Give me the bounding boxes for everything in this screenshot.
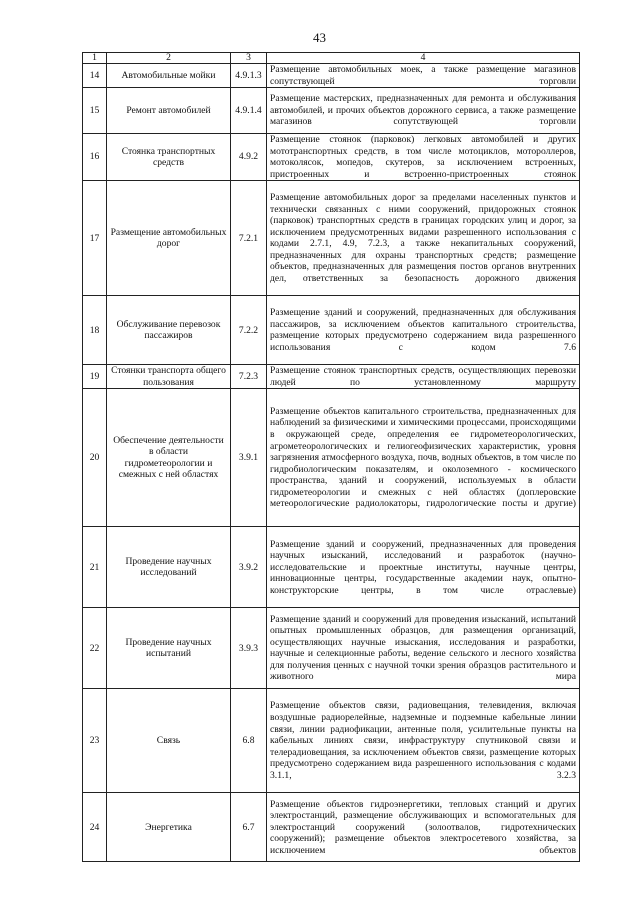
header-cell-2: 2 [107,53,231,64]
land-use-description-cell: Размещение автомобильных моек, а также размещение магазинов сопутствующей торговли [267,64,580,88]
land-use-description-cell: Размещение зданий и сооружений, предназначенных для проведения научных изысканий, исследований и разработок (научно-исследовательские и проектные институты, научные центры, инновационные центры, государственные академии наук, опытно-конструкторские центры, в том числе отраслевые) [267,527,580,608]
land-use-table [82,52,580,862]
land-use-code-cell: 3.9.2 [231,527,267,608]
row-number-cell: 15 [83,88,107,134]
row-number-cell: 22 [83,608,107,689]
land-use-code-cell: 3.9.1 [231,389,267,527]
land-use-code-cell: 7.2.1 [231,181,267,296]
land-use-name-cell: Обеспечение деятельности в области гидрометеорологии и смежных с ней областях [107,389,231,527]
page-number: 43 [313,30,326,45]
table-row [83,689,580,793]
land-use-code-cell: 6.7 [231,793,267,862]
row-number-cell: 21 [83,527,107,608]
row-number-cell: 19 [83,365,107,389]
land-use-name-cell: Стоянки транспорта общего пользования [107,365,231,389]
land-use-name-cell: Проведение научных исследований [107,527,231,608]
table-row [83,181,580,296]
land-use-name-cell: Стоянка транспортных средств [107,134,231,181]
table-row [83,793,580,862]
row-number-cell: 16 [83,134,107,181]
header-cell-1: 1 [83,53,107,64]
land-use-name-cell: Размещение автомобильных дорог [107,181,231,296]
row-number-cell: 17 [83,181,107,296]
land-use-code-cell: 7.2.3 [231,365,267,389]
land-use-description-cell: Размещение стоянок (парковок) легковых автомобилей и других мототранспортных средств, в том числе мотоциклов, мотороллеров, мотоколясок, мопедов, скутеров, за исключением встроенных, пристроенных и встроенно-пристроенных стоянок [267,134,580,181]
table-row [83,296,580,365]
land-use-description-cell: Размещение мастерских, предназначенных для ремонта и обслуживания автомобилей, и прочих объектов дорожного сервиса, а также размещение магазинов сопутствующей торговли [267,88,580,134]
land-use-code-cell: 7.2.2 [231,296,267,365]
land-use-code-cell: 4.9.2 [231,134,267,181]
land-use-description-cell: Размещение объектов гидроэнергетики, тепловых станций и других электростанций, размещение обслуживающих и вспомогательных для электростанций сооружений (золоотвалов, гидротехнических сооружений); размещение объектов электросетевого хозяйства, за исключением объектов [267,793,580,862]
land-use-name-cell: Энергетика [107,793,231,862]
land-use-name-cell: Проведение научных испытаний [107,608,231,689]
land-use-name-cell: Обслуживание перевозок пассажиров [107,296,231,365]
land-use-name-cell: Связь [107,689,231,793]
land-use-code-cell: 6.8 [231,689,267,793]
row-number-cell: 18 [83,296,107,365]
land-use-description-cell: Размещение зданий и сооружений для проведения изысканий, испытаний опытных промышленных образцов, для размещения организаций, осуществляющих научные изыскания, исследования и разработки, научные и селекционные работы, ведение сельского и лесного хозяйства для получения ценных с научной точки зрения образцов растительного и животного мира [267,608,580,689]
row-number-cell: 24 [83,793,107,862]
table-row [83,134,580,181]
land-use-description-cell: Размещение объектов капитального строительства, предназначенных для наблюдений за физическими и химическими процессами, происходящими в окружающей среде, определения ее гидрометеорологических, агрометеорологических и гелиогеофизических характеристик, уровня загрязнения атмосферного воздуха, почв, водных объектов, в том числе по гидробиологическим показателям, и околоземного - космического пространства, зданий и сооружений, используемых в области гидрометеорологии и смежных с ней областях (доплеровские метеорологические радиолокаторы, гидрологические посты и другие) [267,389,580,527]
row-number-cell: 20 [83,389,107,527]
land-use-code-cell: 4.9.1.4 [231,88,267,134]
land-use-description-cell: Размещение зданий и сооружений, предназначенных для обслуживания пассажиров, за исключением объектов капитального строительства, размещение которых предусмотрено содержанием вида разрешенного использования с кодом 7.6 [267,296,580,365]
land-use-code-cell: 3.9.3 [231,608,267,689]
land-use-description-cell: Размещение автомобильных дорог за пределами населенных пунктов и технически связанных с ними сооружений, придорожных стоянок (парковок) транспортных средств в границах городских улиц и дорог, за исключением предусмотренных видами разрешенного использования с кодами 2.7.1, 4.9, 7.2.3, а также некапитальных сооружений, предназначенных для охраны транспортных средств; размещение объектов, предназначенных для размещения постов органов внутренних дел, ответственных за безопасность дорожного движения [267,181,580,296]
table-row [83,365,580,389]
table-row [83,88,580,134]
table-header-row [83,53,580,64]
row-number-cell: 14 [83,64,107,88]
table-row [83,64,580,88]
header-cell-4: 4 [267,53,580,64]
land-use-description-cell: Размещение объектов связи, радиовещания, телевидения, включая воздушные радиорелейные, надземные и подземные кабельные линии связи, линии радиофикации, антенные поля, усилительные пункты на кабельных линиях связи, инфраструктуру спутниковой связи и телерадиовещания, за исключением объектов связи, размещение которых предусмотрено содержанием вида разрешенного использования с кодами 3.1.1, 3.2.3 [267,689,580,793]
table-row [83,608,580,689]
header-cell-3: 3 [231,53,267,64]
row-number-cell: 23 [83,689,107,793]
table-row [83,527,580,608]
land-use-description-cell: Размещение стоянок транспортных средств, осуществляющих перевозки людей по установленному маршруту [267,365,580,389]
land-use-name-cell: Ремонт автомобилей [107,88,231,134]
land-use-name-cell: Автомобильные мойки [107,64,231,88]
land-use-code-cell: 4.9.1.3 [231,64,267,88]
table-row [83,389,580,527]
